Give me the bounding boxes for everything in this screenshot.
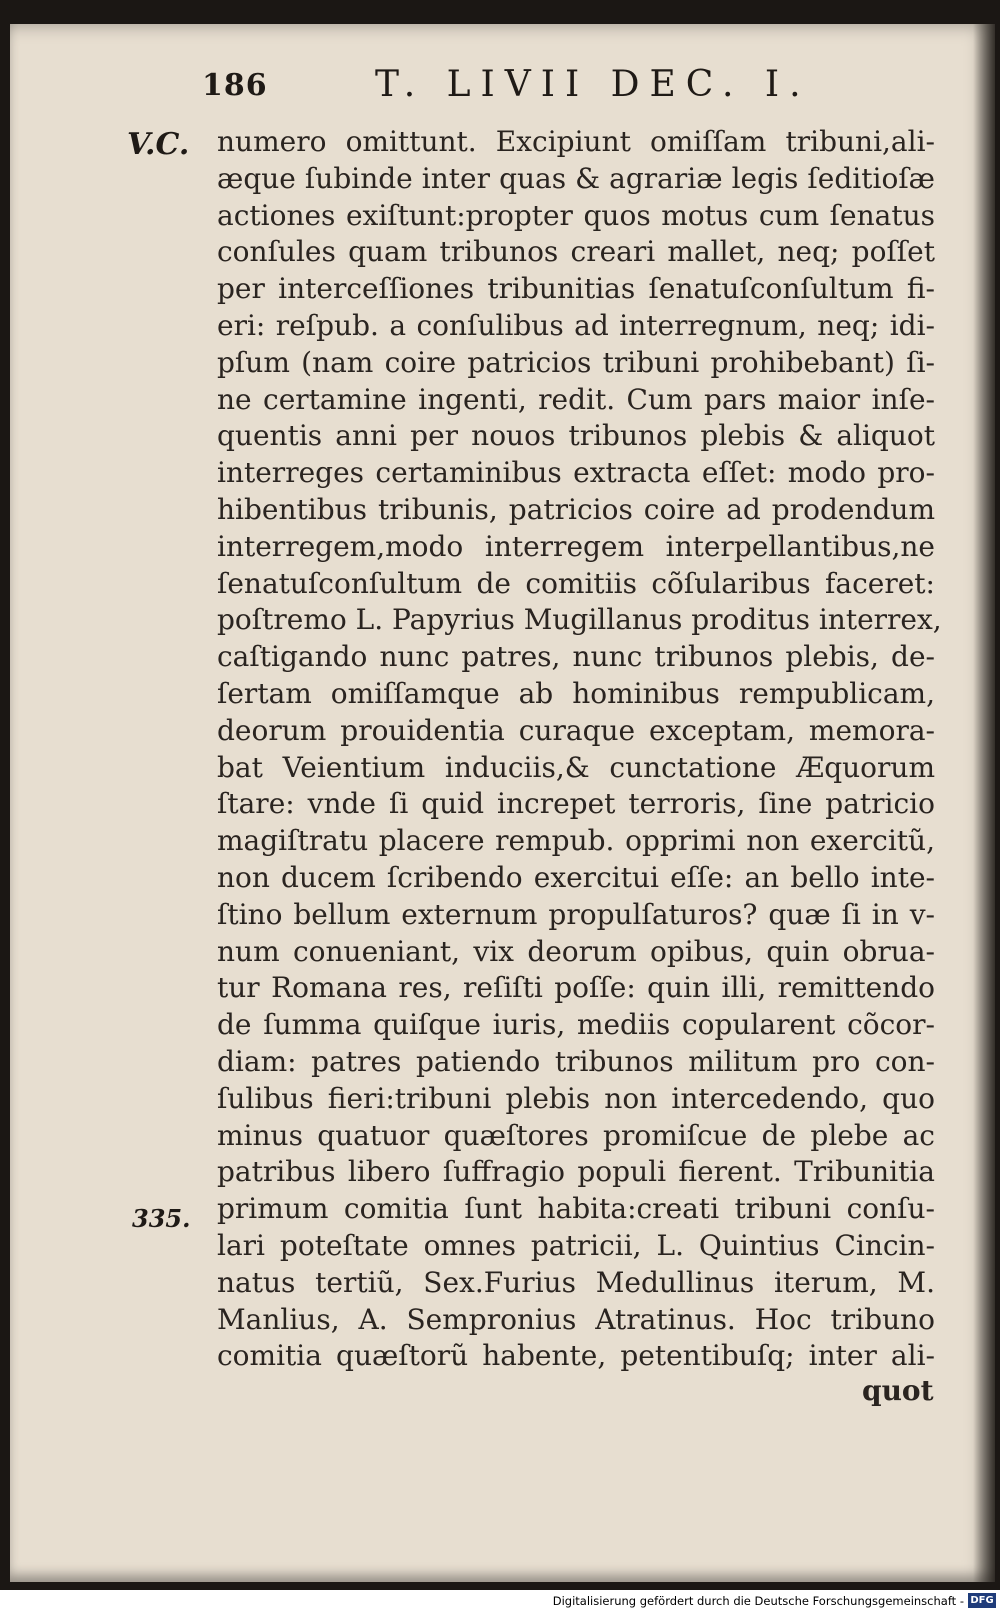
text-line: æque ſubinde inter quas & agrariæ legis ſeditioſæ [217,161,935,195]
text-line: diam: patres patiendo tribunos militum pro con- [217,1044,935,1078]
text-line: pſum (nam coire patricios tribuni prohibebant) ſi- [217,345,935,379]
text-line: conſules quam tribunos creari mallet, neq; poſſet [217,235,935,269]
text-line: actiones exiſtunt:propter quos motus cum ſenatus [217,198,935,232]
margin-note-uc: V.C. [127,127,190,162]
text-line: deorum prouidentia curaque exceptam, memora- [217,713,935,747]
running-title: T. LIVII DEC. I. [375,64,811,105]
margin-note-year: 335. [132,1204,191,1233]
text-line: num conueniant, vix deorum opibus, quin obrua- [217,934,935,968]
text-line: quentis anni per nouos tribunos plebis & aliquot [217,419,935,453]
text-line: comitia quæſtorũ habente, petentibuſq; inter ali- [217,1339,935,1373]
catchword: quot [862,1374,934,1407]
dfg-logo: DFG [968,1593,996,1608]
text-line: primum comitia ſunt habita:creati tribuni conſu- [217,1192,935,1226]
text-line: patribus libero ſuffragio populi fierent. Tribunitia [217,1155,935,1189]
text-line: poſtremo L. Papyrius Mugillanus proditus interrex, [217,603,942,637]
footer-bar [0,1590,1000,1611]
text-line: interreges certaminibus extracta eſſet: modo pro- [217,456,935,490]
text-line: caſtigando nunc patres, nunc tribunos plebis, de- [217,640,935,674]
text-line: hibentibus tribunis, patricios coire ad prodendum [217,492,935,526]
text-line: eri: reſpub. a conſulibus ad interregnum, neq; idi- [217,308,935,342]
text-line: non ducem ſcribendo exercitui eſſe: an bello inte- [217,860,935,894]
text-line: de ſumma quiſque iuris, mediis copularent cõcor- [217,1008,935,1042]
page-gutter-shadow [973,24,995,1582]
text-line: ſtino bellum externum propulſaturos? quæ ſi in v- [217,897,935,931]
text-line: interregem,modo interregem interpellantibus,ne [217,529,935,563]
text-line: ſtare: vnde ſi quid increpet terroris, ſine patricio [217,787,935,821]
text-line: ſenatuſconſultum de comitiis cõſularibus faceret: [217,566,935,600]
text-line: lari poteſtate omnes patricii, L. Quintius Cincin- [217,1228,935,1262]
text-line: ſulibus fieri:tribuni plebis non intercedendo, quo [217,1081,935,1115]
text-line: natus tertiũ, Sex.Furius Medullinus iterum, M. [217,1265,935,1299]
text-line: tur Romana res, reſiſti poſſe: quin illi, remittendo [217,971,935,1005]
running-head [10,54,995,114]
page-number: 186 [202,68,268,103]
text-line: ne certamine ingenti, redit. Cum pars maior inſe- [217,382,935,416]
text-line: per interceſſiones tribunitias ſenatuſconſultum fi- [217,272,935,306]
book-page [10,24,995,1582]
text-line: minus quatuor quæſtores promiſcue de plebe ac [217,1118,935,1152]
body-text [217,124,942,1375]
text-line: bat Veientium induciis,& cunctatione Æquorum [217,750,935,784]
funding-credit: Digitalisierung gefördert durch die Deutsche Forschungsgemeinschaft - [552,1594,964,1608]
text-line: ſertam omiſſamque ab hominibus rempublicam, [217,676,935,710]
text-line: numero omittunt. Excipiunt omiſſam tribuni,ali- [217,125,935,158]
text-line: Manlius, A. Sempronius Atratinus. Hoc tribuno [217,1302,935,1336]
text-line: magiſtratu placere rempub. opprimi non exercitũ, [217,824,935,858]
